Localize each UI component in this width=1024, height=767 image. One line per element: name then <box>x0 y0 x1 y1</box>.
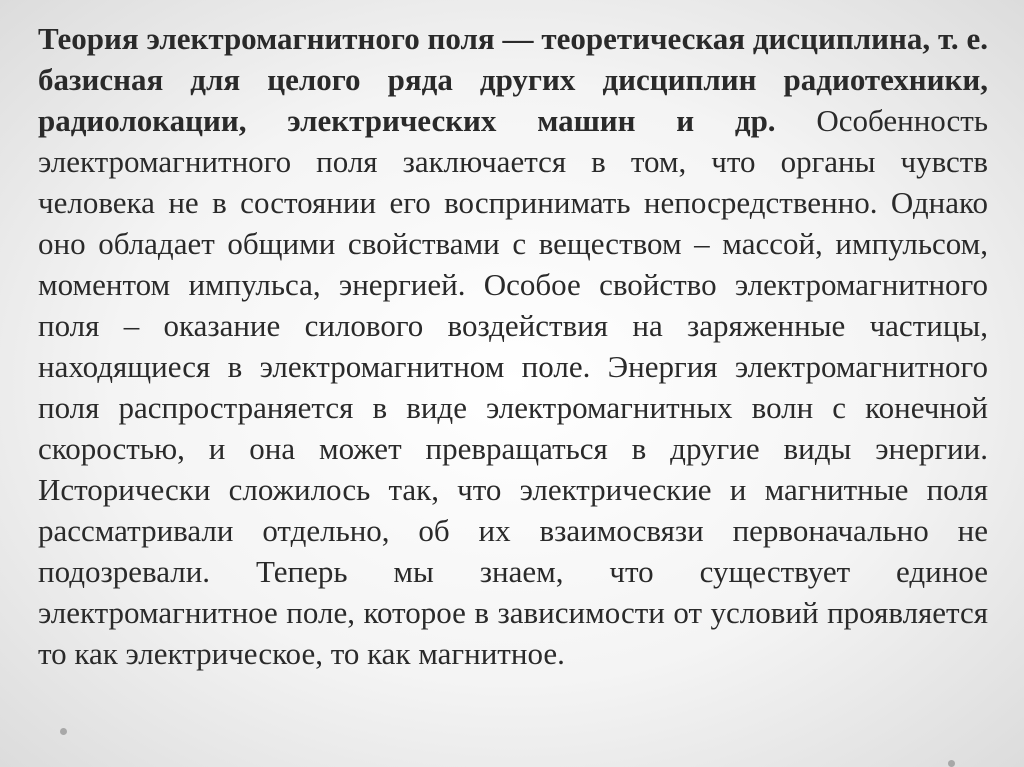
decor-dot-right <box>948 760 955 767</box>
paragraph-body: Особенность электромагнитного поля заключается в том, что органы чувств человека не в состоянии его воспринимать непосредственно. Однако оно обладает общими свойствами с веществом – массой, импульсом, моментом импульса, энергией. Особое свойство электромагнитного поля – оказание силового воздействия на заряженные частицы, находящиеся в электромагнитном поле. Энергия электромагнитного поля распространяется в виде электромагнитных волн с конечной скоростью, и она может превращаться в другие виды энергии. Исторически сложилось так, что электрические и магнитные поля рассматривали отдельно, об их взаимосвязи первоначально не подозревали. Теперь мы знаем, что существует единое электромагнитное поле, которое в зависимости от условий проявляется то как электрическое, то как магнитное. <box>38 103 988 671</box>
paragraph-lead-bold: Теория электромагнитного поля — теоретическая дисциплина, т. е. базисная для целого ряда других дисциплин радиотехники, радиолокации, электрических машин и др. <box>38 21 988 138</box>
main-paragraph <box>38 18 988 674</box>
decor-dot-left <box>60 728 67 735</box>
slide-content <box>38 18 988 763</box>
